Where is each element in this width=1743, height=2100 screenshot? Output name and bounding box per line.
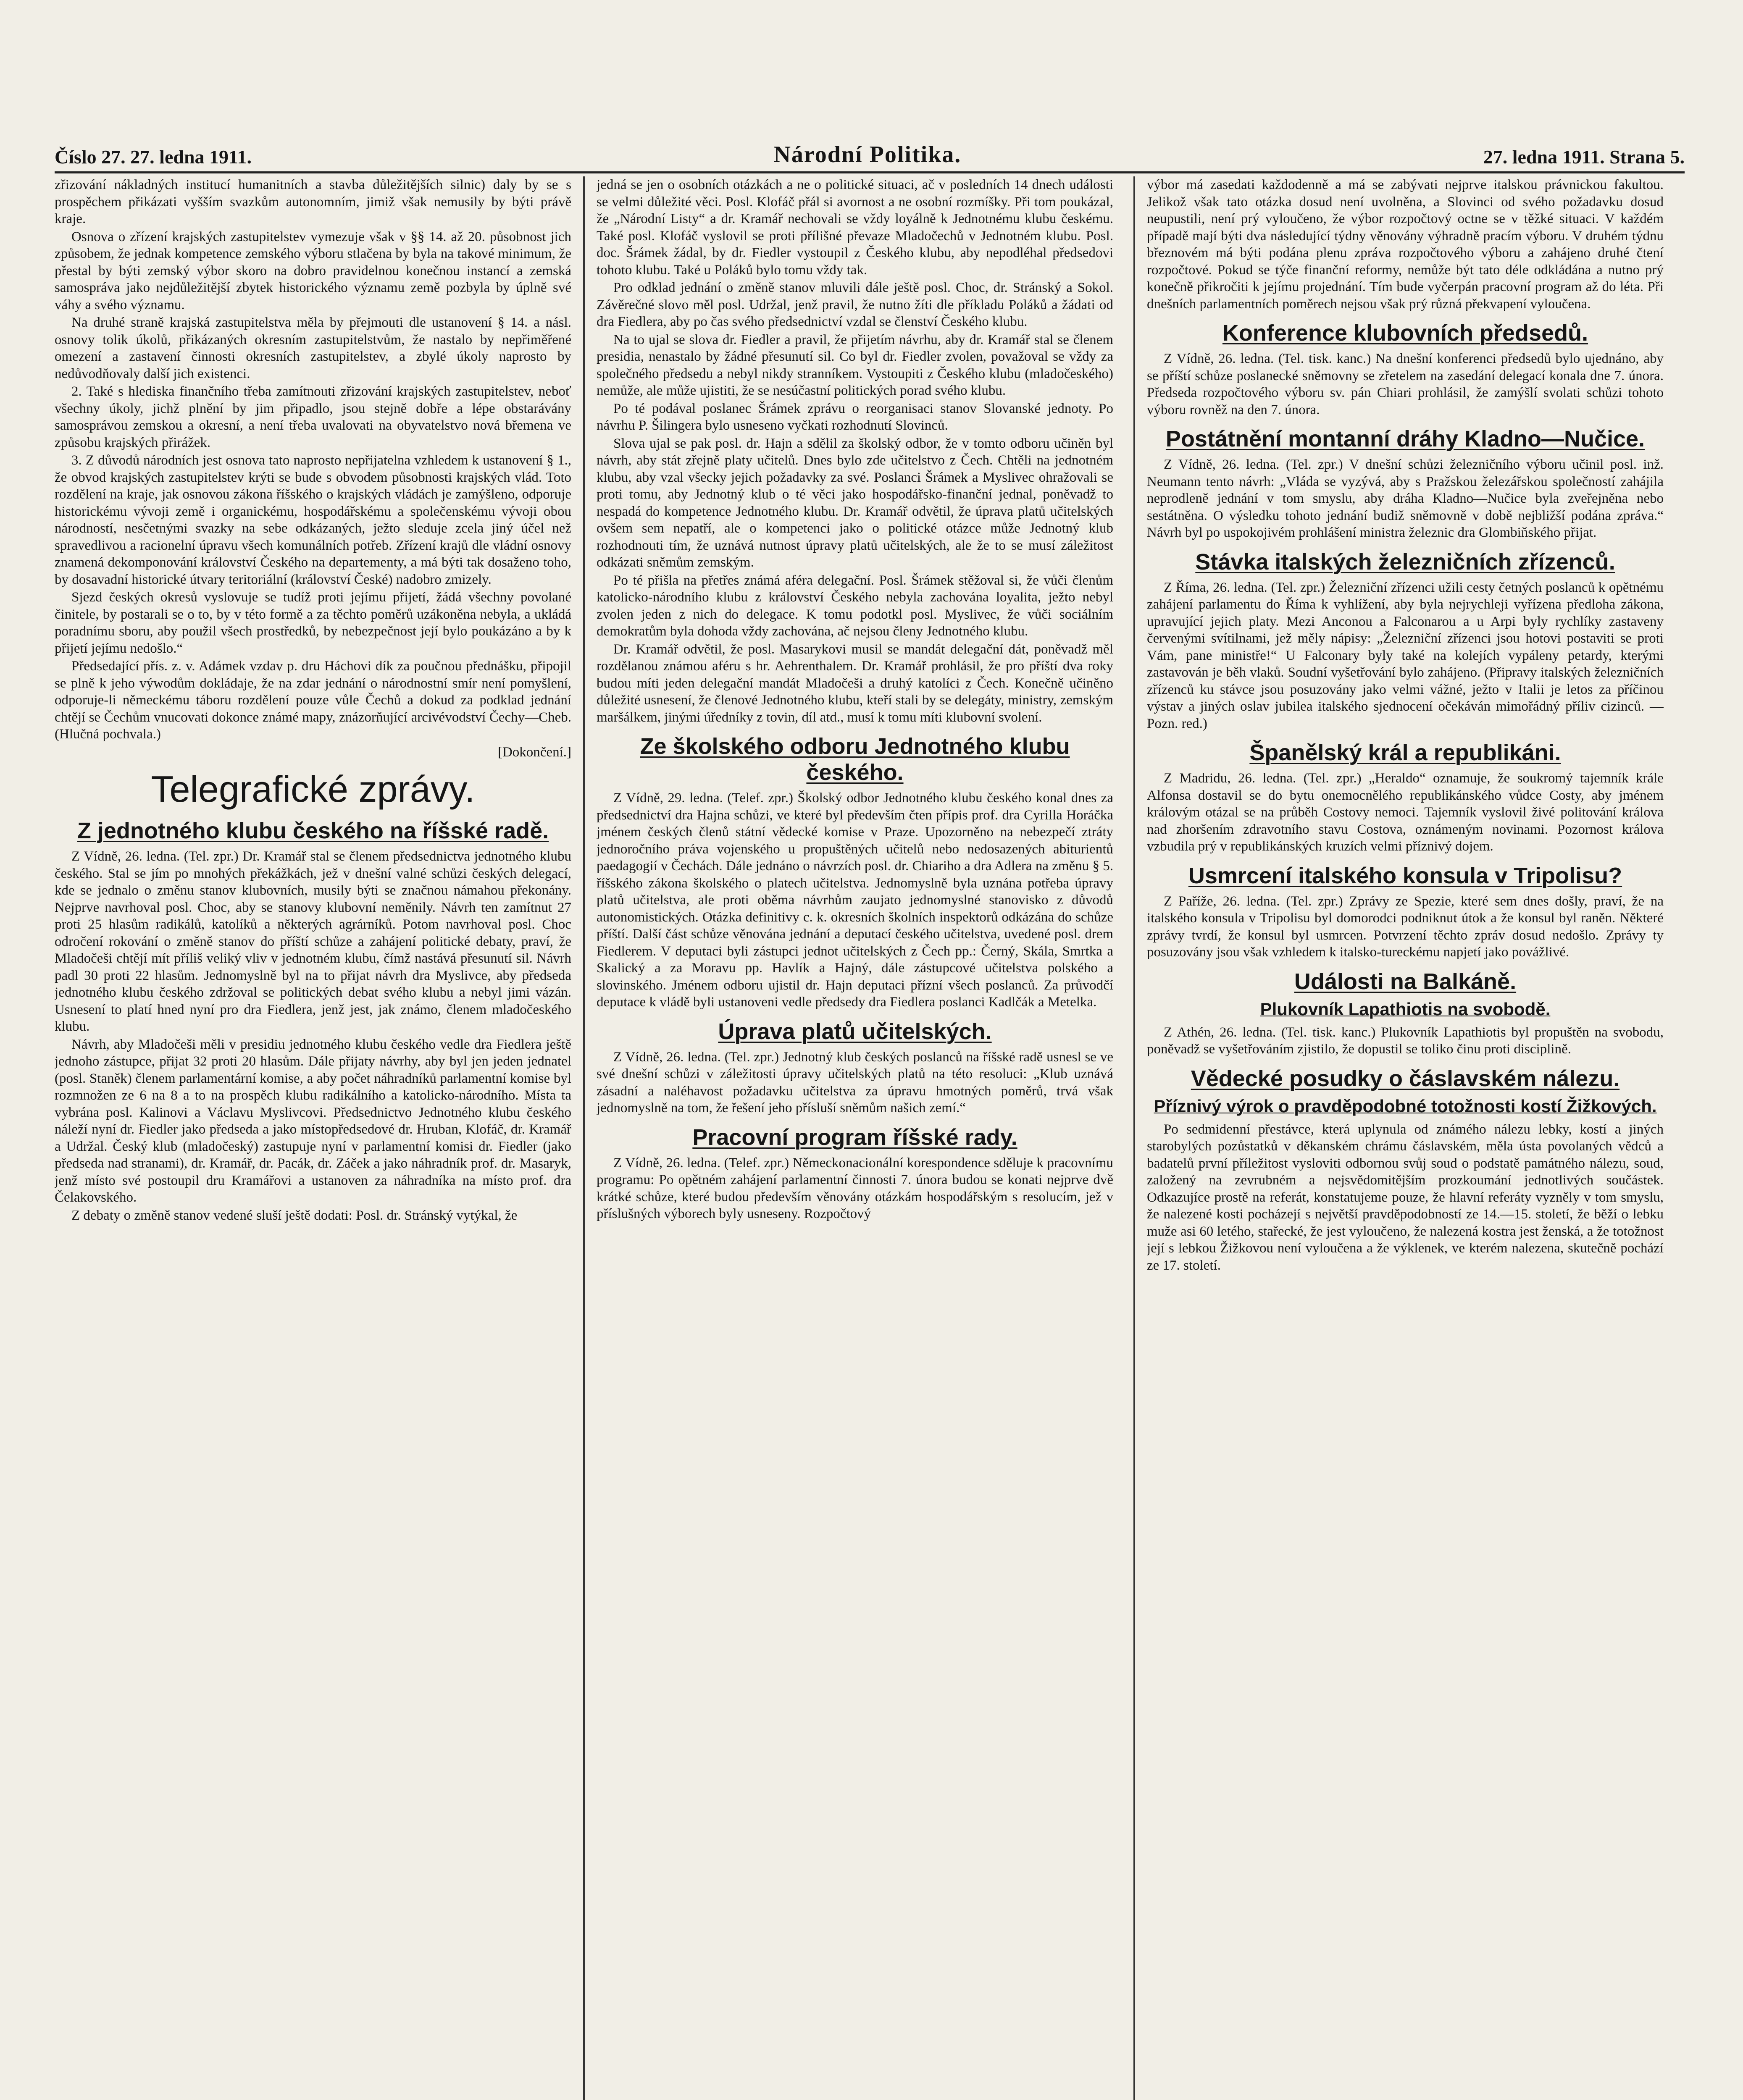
article-heading: Usmrcení italského konsula v Tripolisu? [1188, 863, 1622, 888]
article-subheading: Plukovník Lapathiotis na svobodě. [1260, 999, 1551, 1019]
article-heading: Ze školského odboru Jednotného klubu českého. [640, 734, 1070, 785]
paragraph: Z Paříže, 26. ledna. (Tel. zpr.) Zprávy ze Spezie, které sem dnes došly, praví, že na italského konsula v Tripolisu byl domorodci podniknut útok a že konsul byl raněn. Některé zprávy tvrdí, že konsul byl usmrcen. Potvrzení těchto zpráv dosud nedošlo. Zprávy ty posuzovány jsou však vzhledem k italsko-tureckému napjetí jako povážlivé. [1147, 893, 1664, 960]
page-number: 27. ledna 1911. Strana 5. [1483, 146, 1685, 168]
paragraph: Z Vídně, 26. ledna. (Tel. zpr.) Dr. Kramář stal se členem předsednictva jednotného klubu českého. Stal se jím po mnohých překážkách, jež v dnešní valné schůzi českých delegací, kde se jednalo o změnu stanov klubovních, musily býti se značnou námahou překonány. Nejprve navrhoval posl. Choc, aby se stanovy klubovní neměnily. Návrh ten zamítnut 27 proti 25 hlasům radikálů, katolíků a některých agrárníků. Potom navrhoval posl. Choc odročení rokování o změně stanov do příští schůze a zahájení politické debaty, praví, že Mladočeši chtějí mít příliš veliký vliv v jednotném klubu, čímž nastává přesunutí sil. Návrh padl 30 proti 22 hlasům. Jednomyslně byl na to přijat návrh dra Myslivce, aby předseda jednotného klubu českého zdržoval se politických debat svého klubu a nebyl jimi vázán. Usnesení to platí hned nyní pro dra Fiedlera, jenž jest, jak známo, členem mladočeského klubu. [55, 849, 571, 1034]
newspaper-page [55, 25, 1685, 2100]
paragraph: Sjezd českých okresů vyslovuje se tudíž proti jejímu přijetí, žádá všechny povolané činitele, by postarali se o to, by v této formě a za těchto poměrů uzákoněna nebyla, a ukládá poradnímu sboru, aby použil všech prostředků, by nebezpečnost její bylo poukázáno a by k přijetí jejímu nedošlo.“ [55, 590, 571, 656]
paragraph: 2. Také s hlediska finančního třeba zamítnouti zřizování krajských zastupitelstev, neboť všechny úkoly, jichž plnění by jim připadlo, jsou stejně dobře a lépe obstarávány samosprávou zemskou a okresní, a není třeba uvalovati na obyvatelstvo nová břemena ve způsobu krajských přirážek. [55, 384, 571, 450]
paragraph: Pro odklad jednání o změně stanov mluvili dále ještě posl. Choc, dr. Stránský a Sokol. Závěrečné slovo měl posl. Udržal, jenž pravil, že nutno žíti dle příkladu Poláků a žádati od dra Fiedlera, aby po čas svého předsednictví vzdal se členství Českého klubu. [597, 280, 1113, 329]
paragraph: 3. Z důvodů národních jest osnova tato naprosto nepřijatelna vzhledem k ustanovení § 1., že obvod krajských zastupitelstev krýti se bude s obvodem působnosti krajských vlád. Toto rozdělení na kraje, jak osnovou zákona říšského o krajských vládách je zamýšleno, odporuje historickému vývoji země i organickému, hospodářskému a společenskému vývoji obou národností, nesčetnými svazky na sebe odkázaných, ježto sleduje zcela jiný účel než spravedlivou a racionelní úpravu všech komunálních potřeb. Zřízení krajů dle vládní osnovy znamená dekomponování království Českého na departementy, a má býti tak dosaženo toho, by dosavadní historické útvary teritoriální (království České) nadobro zmizely. [55, 453, 571, 587]
paragraph: Po sedmidenní přestávce, která uplynula od známého nálezu lebky, kostí a jiných starobylých pozůstatků v děkanském chrámu čáslavském, měla ústa povolaných vědců a badatelů první příležitost vysloviti odbornou svůj soud o podstatě památného nálezu, soud, založený na zevrubném a nejsvědomitějším prozkoumání jednotlivých součástek. Odkazujíce prostě na referát, konstatujeme pouze, že hlavní referáty vyzněly v tom smyslu, že nalezené kosti pocházejí s největší pravděpodobností ze 14.—15. století, že běží o lebku muže asi 60 letého, stařecké, že jest vyloučeno, že nalezená kostra jest ženská, a že totožnost její s lebkou Žižkovou není vyloučena a že výklenek, ve kterém nalezena, skutečně pochází ze 17. století. [1147, 1121, 1664, 1273]
article-heading: Konference klubovních předsedů. [1222, 320, 1588, 346]
article-subheading: Příznivý výrok o pravděpodobné totožnosti kostí Žižkových. [1154, 1096, 1657, 1116]
column-divider [1133, 176, 1135, 2100]
column-divider [583, 176, 585, 2100]
paragraph: Z debaty o změně stanov vedené sluší ještě dodati: Posl. dr. Stránský vytýkal, že [71, 1208, 518, 1223]
article-heading: Pracovní program říšské rady. [692, 1124, 1017, 1150]
paragraph: Slova ujal se pak posl. dr. Hajn a sdělil za školský odbor, že v tomto odboru učiněn byl návrh, aby stát zřejně platy učitelů. Dnes bylo zde učitelstvo z Čech. Chtěli na jednotném klubu, aby vzal všecky jejich požadavky za své. Poslanci Šrámek a Myslivec ohražovali se proti tomu, aby Jednotný klub o té věci jako hospodářsko-finanční jednal, poněvadž to nespadá do kompetence Jednotného klubu. Dr. Kramář odvětil, že úprava platů učitelských ovšem sem nepatří, ale o kompetenci jako o politické otázce může Jednotný klub rozhodnouti tím, že uznává nutnost úpravy platů učitelských, ale že to se musí záležitost odkázati sněmům zemským. [597, 436, 1113, 570]
newspaper-title: Národní Politika. [773, 142, 962, 168]
article-heading: Úprava platů učitelských. [718, 1018, 992, 1044]
article-heading: Vědecké posudky o čáslavském nálezu. [1191, 1066, 1620, 1091]
end-mark: [Dokončení.] [497, 744, 571, 760]
column-3 [1147, 176, 1664, 2100]
paragraph: Z Vídně, 26. ledna. (Tel. zpr.) V dnešní schůzi železničního výboru učinil posl. inž. Neumann tento návrh: „Vláda se vyzývá, aby s Pražskou železářskou společností zahájila neprodleně jednání v tom smyslu, aby dráha Kladno—Nučice byla zveřejněna nebo sestátněna. O výsledku tohoto jednání budiž sněmovně v době nejbližší podána zpráva.“ Návrh byl po uspokojivém prohlášení ministra železnic dra Glombiňského přijat. [1147, 457, 1664, 540]
article-heading: Události na Balkáně. [1294, 969, 1517, 994]
paragraph: Návrh, aby Mladočeši měli v presidiu jednotného klubu českého vedle dra Fiedlera ještě jednoho zástupce, přijat 32 proti 20 hlasům. Dále přijaty návrhy, aby byl jen jeden jednatel (posl. Staněk) členem parlamentární komise, a aby počet náhradníků parlamentní komise byl rozmnožen ze 6 na 8 a to na prospěch klubu radikálního a katolicko-národního. Místa ta vybrána posl. Kalinovi a Václavu Myslivcovi. Předsednictvo Jednotného klubu českého náleží nyní dr. Fiedler jako předseda a jako místopředsedové dr. Hruban, Klofáč, dr. Kramář a Udržal. Český klub (mladočeský) zastupuje nyní v parlamentní komisi dr. Fiedler (jako předseda nad stranami), dr. Kramář, dr. Pacák, dr. Záček a jako náhradník prof. dr. Masaryk, jenž místo své postoupil dru Kramářovi a ustanoven za náhradníka na místo prof. dra Čelakovského. [55, 1037, 571, 1205]
article-heading: Z jednotného klubu českého na říšské radě. [77, 818, 549, 843]
column-2 [597, 176, 1113, 2100]
paragraph: Z Říma, 26. ledna. (Tel. zpr.) Železniční zřízenci užili cesty četných poslanců k opětnému zahájení parlamentu do Říma k vyhlížení, aby byla nejrychleji vyřízena předloha zákona, upravující jejich platy. Mezi Anconou a Falconarou a u Arpi byly rychlíky zastaveny červenými svítilnami, jež měly nápisy: „Železniční zřízenci jsou hotovi postaviti se proti Vám, pane ministře!“ U Falconary byly také na kolejích vypáleny petardy, kterými zastavován je běh vlaků. Soudní vyšetřování bylo zahájeno. (Připravy italských železničních zřízenců ku stávce jsou posuzovány jako velmi vážné, ježto v Italii je letos za příčinou výstav a jiných oslav jubilea italského sjednocení očekáván mimořádný příliv cizinců. — Pozn. red.) [1147, 580, 1664, 731]
paragraph: Z Vídně, 26. ledna. (Telef. zpr.) Německonacionální korespondence sděluje k pracovnímu programu: Po opětném zahájení parlamentní činnosti 7. února budou se konati nejprve dvě krátké schůze, které budou především věnovány otázkám hospodářským s resolucím, jež v příslušných výborech byly usneseny. Rozpočtový [597, 1155, 1113, 1221]
paragraph: jedná se jen o osobních otázkách a ne o politické situaci, ač v posledních 14 dnech události se velmi důležité věci. Posl. Klofáč přál si avornost a ne osobní rozmíšky. Při tom poukázal, že „Národní Listy“ a dr. Kramář nechovali se vždy loyálně k Jednotnému klubu českému. Také posl. Klofáč vyslovil se proti přílišné převaze Mladočechů v Jednotném klubu. Posl. doc. Šrámek žádal, by dr. Fiedler vystoupil z Českého klubu, aby nepodléhal předsedovi tohoto klubu. Také u Poláků bylo tomu vždy tak. [597, 177, 1113, 278]
paragraph: Z Vídně, 29. ledna. (Telef. zpr.) Školský odbor Jednotného klubu českého konal dnes za předsednictví dra Hajna schůzi, ve které byl především čten přípis prof. dra Cyrilla Horáčka jménem českých členů státní vědecké komise v Praze. Upozorněno na nebezpečí ztráty jednoročního práva vojenského u propuštěných učitelů nebo nedosazených abiturientů paedagogií v Čechách. Dále jednáno o návrzích posl. dr. Chiariho a dra Adlera na změnu § 5. říšského zákona školského o platech učitelstva. Jednomyslně byla uznána potřeba úpravy platů učitelstva, ale proti oběma návrhům zaujato jednomyslné stanovisko z důvodů autonomistických. Otázka definitivy c. k. okresních školních inspektorů odkázána do schůze příští. Další část schůze věnována jednání a deputací českého učitelstva, uvedené posl. drem Fiedlerem. V deputaci byli zástupci jednot učitelských z Čech pp.: Černý, Skála, Smrtka a Skalický a za Moravu pp. Havlík a Hajný, dále zástupcové učitelstva polského a slovinského. Jménem odboru ujistil dr. Hajn deputaci přízní všech poslanců. Za průvodčí deputace k vládě byli ustanoveni vedle předsedy dra Fiedlera poslanci Kadlčák a Metelka. [597, 790, 1113, 1010]
paragraph: Po té podával poslanec Šrámek zprávu o reorganisaci stanov Slovanské jednoty. Po návrhu P. Šilingera bylo usneseno vyčkati rozhodnutí Slovinců. [597, 401, 1113, 433]
paragraph: Na druhé straně krajská zastupitelstva měla by přejmouti dle ustanovení § 14. a násl. osnovy tolik úkolů, přikázaných okresním zastupitelstvům, že nastalo by nepřiměřené omezení a zastavení činnosti okresních zastupitelstev, a zbylé úkoly naprosto by nedůvodňovaly další jich existenci. [55, 315, 571, 381]
column-1 [55, 176, 571, 2100]
paragraph: Dr. Kramář odvětil, že posl. Masarykovi musil se mandát delegační dát, poněvadž měl rozdělanou známou aféru s hr. Aehrenthalem. Dr. Kramář prohlásil, že pro příští dva roky budou míti jeden delegační mandát Mladočeši a druhý katolíci z Čech. Konečně učiněno důležité usnesení, že členové Jednotného klubu, kteří stali by se delegáty, ministry, zemským maršálkem, jinými úředníky z tovin, díl atd., musí k tomu míti klubovní svolení. [597, 641, 1113, 725]
paragraph: Předsedající přís. z. v. Adámek vzdav p. dru Háchovi dík za poučnou přednášku, připojil se plně k jeho výwodům dokládaje, že na zdar jednání o národnostní smír není pomyšlení, odporuje-li německému táboru rozdělení pouze vůle Čechů a dokud za podklad jednání chtějí se Čechům vnucovati dokonce známé mapy, znázorňující arcivévodství Čechy—Cheb. (Hlučná pochvala.) [55, 659, 571, 742]
section-heading-telegraf: Telegrafické zprávy. [151, 768, 475, 810]
paragraph: výbor má zasedati každodenně a má se zabývati nejprve italskou právnickou fakultou. Jelikož však tato otázka dosud není uvolněna, a Slovinci od svého požadavku dosud neupustili, není prý vyloučeno, že výbor rozpočtový octne se v těžké situaci. V každém případě mají býti dva následující týdny věnovány výhradně pracím výboru. V druhém týdnu březnovém má býti podána plenu zpráva rozpočtového výboru a zahájeno druhé čtení rozpočtové. Pokud se týče finanční reformy, nemůže být tato déle odkládána a nutno prý konečně přikročiti k jejímu projednání. Tím bude vyčerpán pracovní program až do léta. Při dnešních parlamentních poměrech nejsou však prý různá překvapení vyloučena. [1147, 177, 1664, 312]
paragraph: Z Madridu, 26. ledna. (Tel. zpr.) „Heraldo“ oznamuje, že soukromý tajemník krále Alfonsa dostavil se do bytu onemocnělého republikánského vůdce Costy, aby jménem královým otázal se na průběh Costovy nemoci. Tajemník vyslovil živé politování králova nad zhoršením zdravotního stavu Costova, oznámeným novinami. Pozornost králova vzbudila prý v republikánských kruzích velmi příznivý dojem. [1147, 771, 1664, 854]
paragraph: Z Vídně, 26. ledna. (Tel. zpr.) Jednotný klub českých poslanců na říšské radě usnesl se ve své dnešní schůzi v záležitosti úpravy učitelských platů na této resoluci: „Klub uznává zásadní a naléhavost požadavku učitelstva za úpravu hmotných poměrů, trvá však jednomyslně na tom, že řešení jeho přísluší sněmům našich zemí.“ [597, 1049, 1113, 1116]
article-heading: Španělský král a republikáni. [1249, 740, 1561, 765]
article-heading: Postátnění montanní dráhy Kladno—Nučice. [1165, 426, 1645, 452]
article-heading: Stávka italských železničních zřízenců. [1195, 549, 1615, 575]
masthead [55, 130, 1685, 173]
paragraph: Z Vídně, 26. ledna. (Tel. tisk. kanc.) Na dnešní konferenci předsedů bylo ujednáno, aby se příští schůze poslanecké sněmovny se zřetelem na zasedání delegací konala dne 7. února. Předseda rozpočtového výboru sv. pán Chiari prohlásil, že zamýšlí svolati schůzi tohoto výboru rovněž na den 7. února. [1147, 351, 1664, 417]
paragraph: Z Athén, 26. ledna. (Tel. tisk. kanc.) Plukovník Lapathiotis byl propuštěn na svobodu, poněvadž se vyšetřováním zjistilo, že dopustil se toliko činu proti disciplině. [1147, 1024, 1664, 1057]
issue-info: Číslo 27. 27. ledna 1911. [55, 146, 252, 168]
paragraph: Na to ujal se slova dr. Fiedler a pravil, že přijetím návrhu, aby dr. Kramář stal se členem presidia, nenastalo by žádné přesunutí sil. Co byl dr. Fiedler zvolen, považoval se vždy za společného předsedu a nebyl nikdy stranníkem. Vystoupiti z Českého klubu (mladočeského) nemůže, ale může ujistiti, že se nesúčastní politických porad svého klubu. [597, 332, 1113, 398]
paragraph: Po té přišla na přetřes známá aféra delegační. Posl. Šrámek stěžoval si, že vůči členům katolicko-národního klubu z království Českého nebyla zachována loyalita, ježto nebyl zvolen jeden z nich do delegace. K tomu podotkl posl. Myslivec, že vůči sociálním demokratům byla dohoda vždy zachována, ač nejsou členy Jednotného klubu. [597, 572, 1113, 639]
paragraph: zřizování nákladných institucí humanitních a stavba důležitějších silnic) daly by se s prospěchem přikázati vyšším svazkům autonomním, jimiž však nemusily by býti právě kraje. [55, 177, 571, 226]
paragraph: Osnova o zřízení krajských zastupitelstev vymezuje však v §§ 14. až 20. působnost jich způsobem, že jednak kompetence zemského výboru stlačena by byla na takové minimum, že přestal by býti zemský výbor skoro na dobro pravidelnou konečnou instancí a zemská samospráva jako nejdůležitější zbytek historického významu země pozbyla by úplně své váhy a svého významu. [55, 229, 571, 312]
